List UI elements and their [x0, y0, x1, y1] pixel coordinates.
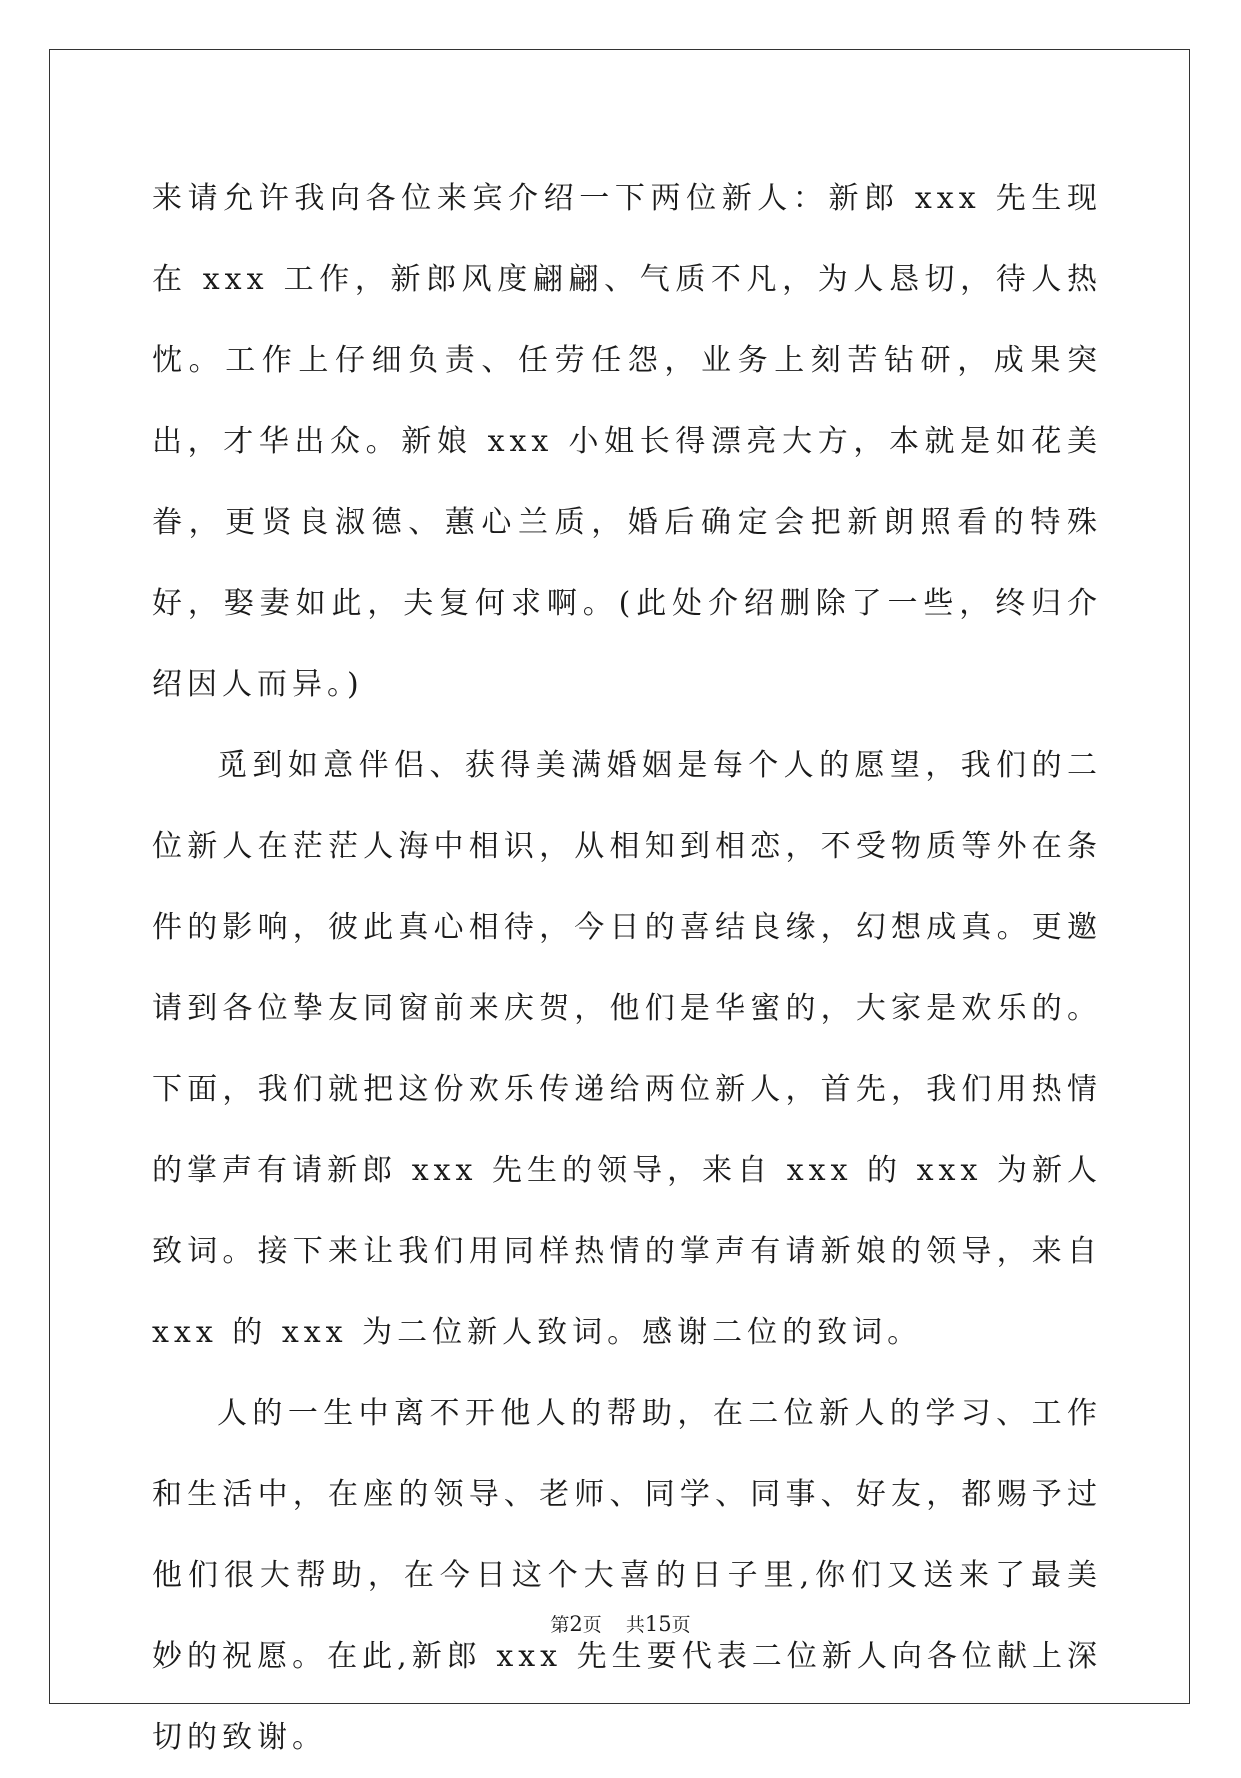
total-suffix: 页 [671, 1614, 691, 1636]
page-prefix: 第 [550, 1614, 570, 1636]
paragraph-1: 来请允许我向各位来宾介绍一下两位新人：新郎 xxx 先生现在 xxx 工作，新郎风度翩翩、气质不凡，为人恳切，待人热忱。工作上仔细负责、任劳任怨，业务上刻苦钻研，成果突出，才华出众。新娘 xxx 小姐长得漂亮大方，本就是如花美眷，更贤良淑德、蕙心兰质，婚后确定会把新朗照看的特殊好，娶妻如此，夫复何求啊。(此处介绍删除了一些，终归介绍因人而异。) [152, 181, 1102, 702]
document-body [152, 158, 1102, 1778]
page-suffix: 页 [582, 1614, 602, 1636]
paragraph-3: 人的一生中离不开他人的帮助，在二位新人的学习、工作和生活中，在座的领导、老师、同学、同事、好友，都赐予过他们很大帮助，在今日这个大喜的日子里,你们又送来了最美妙的祝愿。在此,新郎 xxx 先生要代表二位新人向各位献上深切的致谢。 [152, 1396, 1102, 1755]
page-number: 2 [569, 1612, 583, 1636]
total-prefix: 共 [625, 1614, 645, 1636]
page-footer [0, 1610, 1241, 1637]
paragraph-2: 觅到如意伴侣、获得美满婚姻是每个人的愿望，我们的二位新人在茫茫人海中相识，从相知到相恋，不受物质等外在条件的影响，彼此真心相待，今日的喜结良缘，幻想成真。更邀请到各位挚友同窗前来庆贺，他们是华蜜的，大家是欢乐的。下面，我们就把这份欢乐传递给两位新人，首先，我们用热情的掌声有请新郎 xxx 先生的领导，来自 xxx 的 xxx 为新人致词。接下来让我们用同样热情的掌声有请新娘的领导，来自 xxx 的 xxx 为二位新人致词。感谢二位的致词。 [152, 748, 1102, 1350]
total-pages: 15 [644, 1612, 672, 1636]
